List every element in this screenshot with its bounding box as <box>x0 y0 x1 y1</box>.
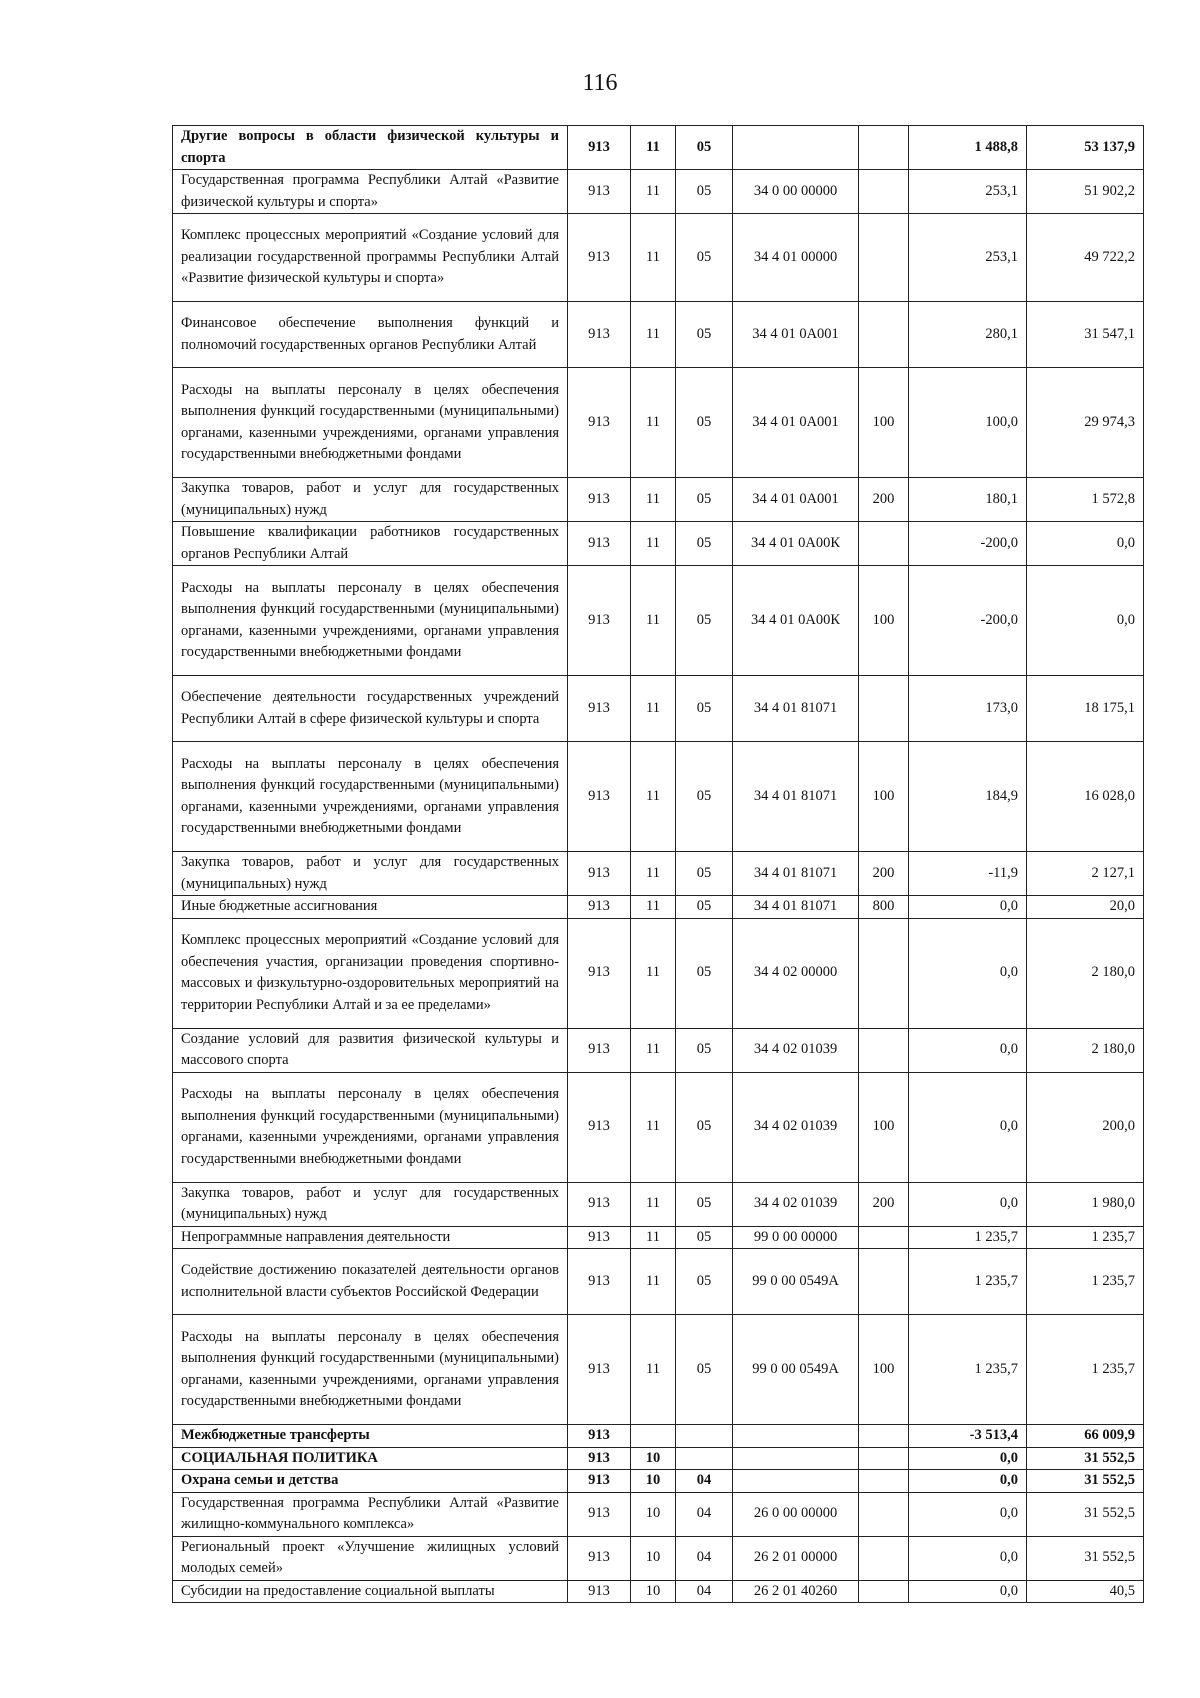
row-total-amount: 1 572,8 <box>1027 478 1144 522</box>
row-target-article: 34 4 02 01039 <box>733 1028 859 1072</box>
row-section-code: 10 <box>631 1492 676 1536</box>
row-name: Субсидии на предоставление социальной выплаты <box>173 1580 568 1603</box>
row-section-code: 11 <box>631 478 676 522</box>
table-row <box>173 1028 1144 1072</box>
row-subsection-code: 05 <box>676 170 733 214</box>
row-ved-code: 913 <box>568 1447 631 1470</box>
row-change-amount: 1 235,7 <box>909 1315 1027 1425</box>
row-subsection-code: 05 <box>676 852 733 896</box>
row-ved-code: 913 <box>568 126 631 170</box>
row-name: Обеспечение деятельности государственных учреждений Республики Алтай в сфере физической культуры и спорта <box>173 676 568 742</box>
row-total-amount: 200,0 <box>1027 1072 1144 1182</box>
row-expense-type: 100 <box>859 368 909 478</box>
row-name: Межбюджетные трансферты <box>173 1425 568 1448</box>
row-section-code: 11 <box>631 368 676 478</box>
row-total-amount: 31 552,5 <box>1027 1536 1144 1580</box>
row-expense-type <box>859 126 909 170</box>
row-name: Закупка товаров, работ и услуг для государственных (муниципальных) нужд <box>173 478 568 522</box>
row-target-article: 34 4 02 00000 <box>733 918 859 1028</box>
row-change-amount: 0,0 <box>909 896 1027 919</box>
row-expense-type <box>859 676 909 742</box>
row-section-code: 11 <box>631 1249 676 1315</box>
row-subsection-code: 05 <box>676 1226 733 1249</box>
row-total-amount: 2 180,0 <box>1027 1028 1144 1072</box>
row-total-amount: 1 980,0 <box>1027 1182 1144 1226</box>
table-row <box>173 1249 1144 1315</box>
row-target-article: 34 4 01 0А001 <box>733 368 859 478</box>
row-section-code: 11 <box>631 1072 676 1182</box>
row-target-article: 34 4 01 81071 <box>733 742 859 852</box>
table-row <box>173 1470 1144 1493</box>
row-subsection-code: 05 <box>676 742 733 852</box>
row-target-article: 26 2 01 40260 <box>733 1580 859 1603</box>
row-expense-type <box>859 1249 909 1315</box>
row-change-amount: 0,0 <box>909 918 1027 1028</box>
row-subsection-code: 05 <box>676 126 733 170</box>
row-total-amount: 20,0 <box>1027 896 1144 919</box>
row-subsection-code: 05 <box>676 302 733 368</box>
row-name: Закупка товаров, работ и услуг для государственных (муниципальных) нужд <box>173 852 568 896</box>
row-section-code: 11 <box>631 896 676 919</box>
row-ved-code: 913 <box>568 676 631 742</box>
row-total-amount: 0,0 <box>1027 522 1144 566</box>
row-ved-code: 913 <box>568 896 631 919</box>
table-row <box>173 1182 1144 1226</box>
table-row <box>173 852 1144 896</box>
row-section-code: 11 <box>631 522 676 566</box>
table-row <box>173 1580 1144 1603</box>
row-target-article: 34 4 01 81071 <box>733 676 859 742</box>
row-target-article: 34 4 01 0А001 <box>733 302 859 368</box>
row-change-amount: 180,1 <box>909 478 1027 522</box>
table-row <box>173 1226 1144 1249</box>
row-expense-type <box>859 522 909 566</box>
row-target-article: 99 0 00 0549А <box>733 1249 859 1315</box>
table-row <box>173 368 1144 478</box>
row-change-amount: 0,0 <box>909 1072 1027 1182</box>
row-subsection-code: 04 <box>676 1492 733 1536</box>
row-subsection-code <box>676 1447 733 1470</box>
page-number: 116 <box>582 70 618 96</box>
row-section-code: 10 <box>631 1536 676 1580</box>
row-ved-code: 913 <box>568 1492 631 1536</box>
table-row <box>173 896 1144 919</box>
row-name: Расходы на выплаты персоналу в целях обеспечения выполнения функций государственными (муниципальными) органами, казенными учреждениями, органами управления государственными внебюджетными фондами <box>173 742 568 852</box>
row-change-amount: 253,1 <box>909 170 1027 214</box>
row-target-article: 34 4 01 0А001 <box>733 478 859 522</box>
row-target-article <box>733 126 859 170</box>
row-total-amount: 1 235,7 <box>1027 1315 1144 1425</box>
row-expense-type <box>859 302 909 368</box>
row-name: Расходы на выплаты персоналу в целях обеспечения выполнения функций государственными (муниципальными) органами, казенными учреждениями, органами управления государственными внебюджетными фондами <box>173 368 568 478</box>
row-section-code: 11 <box>631 1226 676 1249</box>
row-name: Расходы на выплаты персоналу в целях обеспечения выполнения функций государственными (муниципальными) органами, казенными учреждениями, органами управления государственными внебюджетными фондами <box>173 1315 568 1425</box>
row-expense-type: 200 <box>859 1182 909 1226</box>
row-change-amount: 184,9 <box>909 742 1027 852</box>
row-ved-code: 913 <box>568 1470 631 1493</box>
row-ved-code: 913 <box>568 1536 631 1580</box>
table-row <box>173 1447 1144 1470</box>
row-expense-type: 100 <box>859 742 909 852</box>
row-expense-type: 800 <box>859 896 909 919</box>
row-expense-type <box>859 1226 909 1249</box>
table-row <box>173 1536 1144 1580</box>
row-name: Другие вопросы в области физической культуры и спорта <box>173 126 568 170</box>
row-change-amount: 173,0 <box>909 676 1027 742</box>
row-total-amount: 2 180,0 <box>1027 918 1144 1028</box>
row-target-article <box>733 1470 859 1493</box>
row-total-amount: 40,5 <box>1027 1580 1144 1603</box>
row-total-amount: 16 028,0 <box>1027 742 1144 852</box>
row-subsection-code: 05 <box>676 368 733 478</box>
table-row <box>173 1072 1144 1182</box>
row-total-amount: 66 009,9 <box>1027 1425 1144 1448</box>
row-section-code: 11 <box>631 1028 676 1072</box>
row-expense-type <box>859 1447 909 1470</box>
table-row <box>173 1315 1144 1425</box>
row-section-code <box>631 1425 676 1448</box>
row-total-amount: 31 552,5 <box>1027 1492 1144 1536</box>
row-name: Расходы на выплаты персоналу в целях обеспечения выполнения функций государственными (муниципальными) органами, казенными учреждениями, органами управления государственными внебюджетными фондами <box>173 566 568 676</box>
row-expense-type <box>859 1425 909 1448</box>
row-ved-code: 913 <box>568 918 631 1028</box>
row-ved-code: 913 <box>568 1315 631 1425</box>
row-target-article: 34 0 00 00000 <box>733 170 859 214</box>
row-total-amount: 0,0 <box>1027 566 1144 676</box>
row-target-article: 26 0 00 00000 <box>733 1492 859 1536</box>
row-subsection-code: 05 <box>676 566 733 676</box>
row-ved-code: 913 <box>568 214 631 302</box>
row-total-amount: 31 552,5 <box>1027 1470 1144 1493</box>
row-target-article: 34 4 01 81071 <box>733 852 859 896</box>
row-section-code: 11 <box>631 852 676 896</box>
row-subsection-code: 05 <box>676 1028 733 1072</box>
row-name: СОЦИАЛЬНАЯ ПОЛИТИКА <box>173 1447 568 1470</box>
row-ved-code: 913 <box>568 1226 631 1249</box>
row-target-article: 34 4 02 01039 <box>733 1072 859 1182</box>
row-section-code: 11 <box>631 126 676 170</box>
row-subsection-code: 05 <box>676 478 733 522</box>
row-name: Государственная программа Республики Алтай «Развитие жилищно-коммунального комплекса» <box>173 1492 568 1536</box>
row-subsection-code: 05 <box>676 676 733 742</box>
row-target-article: 34 4 01 0А00К <box>733 566 859 676</box>
row-change-amount: 0,0 <box>909 1447 1027 1470</box>
row-ved-code: 913 <box>568 302 631 368</box>
row-subsection-code: 05 <box>676 896 733 919</box>
table-row <box>173 1425 1144 1448</box>
row-subsection-code <box>676 1425 733 1448</box>
table-row <box>173 522 1144 566</box>
row-expense-type: 200 <box>859 852 909 896</box>
row-change-amount: 0,0 <box>909 1536 1027 1580</box>
row-subsection-code: 05 <box>676 1182 733 1226</box>
row-total-amount: 1 235,7 <box>1027 1226 1144 1249</box>
row-expense-type <box>859 170 909 214</box>
table-row <box>173 918 1144 1028</box>
row-expense-type: 100 <box>859 1072 909 1182</box>
row-ved-code: 913 <box>568 1249 631 1315</box>
table-row <box>173 478 1144 522</box>
row-change-amount: 0,0 <box>909 1028 1027 1072</box>
table-row <box>173 742 1144 852</box>
row-change-amount: -200,0 <box>909 522 1027 566</box>
row-total-amount: 18 175,1 <box>1027 676 1144 742</box>
row-target-article: 26 2 01 00000 <box>733 1536 859 1580</box>
row-expense-type <box>859 1470 909 1493</box>
budget-table-body <box>173 126 1144 1603</box>
row-subsection-code: 05 <box>676 1249 733 1315</box>
table-row <box>173 170 1144 214</box>
row-section-code: 11 <box>631 1315 676 1425</box>
row-change-amount: -3 513,4 <box>909 1425 1027 1448</box>
row-expense-type: 100 <box>859 1315 909 1425</box>
row-target-article <box>733 1447 859 1470</box>
budget-table <box>172 125 1144 1603</box>
table-row <box>173 214 1144 302</box>
row-total-amount: 2 127,1 <box>1027 852 1144 896</box>
row-total-amount: 1 235,7 <box>1027 1249 1144 1315</box>
row-target-article <box>733 1425 859 1448</box>
row-total-amount: 29 974,3 <box>1027 368 1144 478</box>
row-subsection-code: 05 <box>676 522 733 566</box>
row-section-code: 11 <box>631 566 676 676</box>
row-name: Финансовое обеспечение выполнения функций и полномочий государственных органов Республики Алтай <box>173 302 568 368</box>
row-name: Непрограммные направления деятельности <box>173 1226 568 1249</box>
row-name: Повышение квалификации работников государственных органов Республики Алтай <box>173 522 568 566</box>
row-change-amount: 280,1 <box>909 302 1027 368</box>
row-change-amount: 0,0 <box>909 1492 1027 1536</box>
row-name: Комплекс процессных мероприятий «Создание условий для обеспечения участия, организации проведения спортивно-массовых и физкультурно-оздоровительных мероприятий на территории Республики Алтай и за ее пределами» <box>173 918 568 1028</box>
table-row <box>173 566 1144 676</box>
table-row <box>173 676 1144 742</box>
row-ved-code: 913 <box>568 522 631 566</box>
row-target-article: 34 4 01 0А00К <box>733 522 859 566</box>
row-change-amount: -11,9 <box>909 852 1027 896</box>
row-total-amount: 53 137,9 <box>1027 126 1144 170</box>
row-expense-type <box>859 1028 909 1072</box>
row-ved-code: 913 <box>568 1580 631 1603</box>
row-change-amount: 100,0 <box>909 368 1027 478</box>
row-name: Содействие достижению показателей деятельности органов исполнительной власти субъектов Российской Федерации <box>173 1249 568 1315</box>
row-expense-type <box>859 214 909 302</box>
row-target-article: 99 0 00 0549А <box>733 1315 859 1425</box>
row-expense-type <box>859 918 909 1028</box>
row-subsection-code: 05 <box>676 918 733 1028</box>
row-section-code: 11 <box>631 170 676 214</box>
table-row <box>173 126 1144 170</box>
row-ved-code: 913 <box>568 1425 631 1448</box>
row-section-code: 10 <box>631 1470 676 1493</box>
row-name: Закупка товаров, работ и услуг для государственных (муниципальных) нужд <box>173 1182 568 1226</box>
row-target-article: 99 0 00 00000 <box>733 1226 859 1249</box>
table-row <box>173 302 1144 368</box>
row-section-code: 11 <box>631 676 676 742</box>
row-change-amount: -200,0 <box>909 566 1027 676</box>
row-expense-type <box>859 1492 909 1536</box>
row-section-code: 11 <box>631 302 676 368</box>
row-subsection-code: 04 <box>676 1470 733 1493</box>
row-target-article: 34 4 02 01039 <box>733 1182 859 1226</box>
row-target-article: 34 4 01 81071 <box>733 896 859 919</box>
row-expense-type <box>859 1536 909 1580</box>
row-ved-code: 913 <box>568 170 631 214</box>
row-name: Создание условий для развития физической культуры и массового спорта <box>173 1028 568 1072</box>
row-ved-code: 913 <box>568 566 631 676</box>
row-total-amount: 31 547,1 <box>1027 302 1144 368</box>
row-ved-code: 913 <box>568 1072 631 1182</box>
row-name: Расходы на выплаты персоналу в целях обеспечения выполнения функций государственными (муниципальными) органами, казенными учреждениями, органами управления государственными внебюджетными фондами <box>173 1072 568 1182</box>
row-change-amount: 0,0 <box>909 1470 1027 1493</box>
row-name: Охрана семьи и детства <box>173 1470 568 1493</box>
row-expense-type: 100 <box>859 566 909 676</box>
row-change-amount: 1 488,8 <box>909 126 1027 170</box>
row-section-code: 11 <box>631 1182 676 1226</box>
table-row <box>173 1492 1144 1536</box>
row-section-code: 10 <box>631 1580 676 1603</box>
row-change-amount: 0,0 <box>909 1580 1027 1603</box>
row-name: Региональный проект «Улучшение жилищных условий молодых семей» <box>173 1536 568 1580</box>
row-ved-code: 913 <box>568 742 631 852</box>
row-section-code: 10 <box>631 1447 676 1470</box>
row-total-amount: 49 722,2 <box>1027 214 1144 302</box>
row-section-code: 11 <box>631 918 676 1028</box>
row-change-amount: 1 235,7 <box>909 1226 1027 1249</box>
row-section-code: 11 <box>631 742 676 852</box>
row-subsection-code: 05 <box>676 214 733 302</box>
row-ved-code: 913 <box>568 852 631 896</box>
row-subsection-code: 05 <box>676 1315 733 1425</box>
row-change-amount: 253,1 <box>909 214 1027 302</box>
row-expense-type <box>859 1580 909 1603</box>
row-ved-code: 913 <box>568 1028 631 1072</box>
row-name: Иные бюджетные ассигнования <box>173 896 568 919</box>
row-ved-code: 913 <box>568 1182 631 1226</box>
row-total-amount: 51 902,2 <box>1027 170 1144 214</box>
row-ved-code: 913 <box>568 478 631 522</box>
row-name: Комплекс процессных мероприятий «Создание условий для реализации государственной программы Республики Алтай «Развитие физической культуры и спорта» <box>173 214 568 302</box>
row-target-article: 34 4 01 00000 <box>733 214 859 302</box>
row-name: Государственная программа Республики Алтай «Развитие физической культуры и спорта» <box>173 170 568 214</box>
row-subsection-code: 05 <box>676 1072 733 1182</box>
row-change-amount: 1 235,7 <box>909 1249 1027 1315</box>
row-expense-type: 200 <box>859 478 909 522</box>
row-subsection-code: 04 <box>676 1536 733 1580</box>
row-section-code: 11 <box>631 214 676 302</box>
row-subsection-code: 04 <box>676 1580 733 1603</box>
row-total-amount: 31 552,5 <box>1027 1447 1144 1470</box>
row-change-amount: 0,0 <box>909 1182 1027 1226</box>
row-ved-code: 913 <box>568 368 631 478</box>
